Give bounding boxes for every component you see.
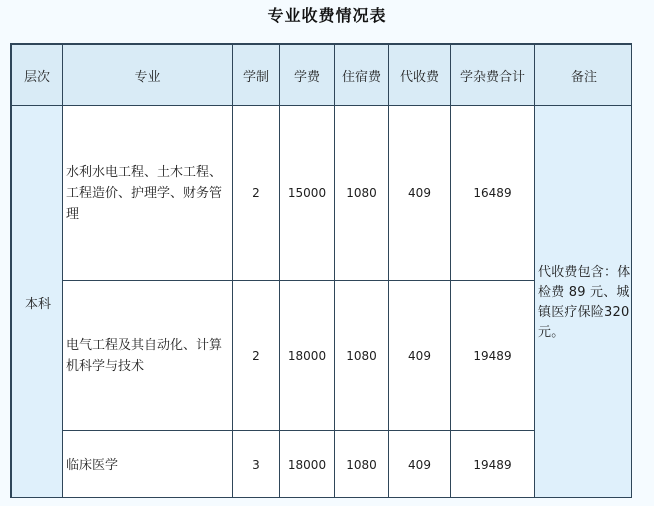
lodging-cell: 1080 xyxy=(335,431,389,499)
major-cell: 电气工程及其自动化、计算机科学与技术 xyxy=(63,281,233,431)
tuition-cell: 15000 xyxy=(280,106,335,281)
remark-cell: 代收费包含：体检费 89 元、城镇医疗保险320 元。 xyxy=(535,106,633,499)
header-collected-fees: 代收费 xyxy=(389,45,451,106)
total-fees-cell: 19489 xyxy=(451,281,535,431)
header-tuition: 学费 xyxy=(280,45,335,106)
tuition-cell: 18000 xyxy=(280,431,335,499)
page-title: 专业收费情况表 xyxy=(267,6,387,25)
header-remark: 备注 xyxy=(535,45,633,106)
level-cell: 本科 xyxy=(12,106,63,499)
lodging-cell: 1080 xyxy=(335,106,389,281)
duration-cell: 2 xyxy=(233,281,280,431)
duration-cell: 2 xyxy=(233,106,280,281)
header-level: 层次 xyxy=(12,45,63,106)
header-major: 专业 xyxy=(63,45,233,106)
header-lodging: 住宿费 xyxy=(335,45,389,106)
header-duration: 学制 xyxy=(233,45,280,106)
collected-fees-cell: 409 xyxy=(389,431,451,499)
collected-fees-cell: 409 xyxy=(389,106,451,281)
duration-cell: 3 xyxy=(233,431,280,499)
table-row xyxy=(12,106,633,281)
collected-fees-cell: 409 xyxy=(389,281,451,431)
total-fees-cell: 16489 xyxy=(451,106,535,281)
fee-table xyxy=(11,44,632,498)
header-total-fees: 学杂费合计 xyxy=(451,45,535,106)
major-cell: 临床医学 xyxy=(63,431,233,499)
lodging-cell: 1080 xyxy=(335,281,389,431)
tuition-cell: 18000 xyxy=(280,281,335,431)
total-fees-cell: 19489 xyxy=(451,431,535,499)
major-cell: 水利水电工程、土木工程、工程造价、护理学、财务管理 xyxy=(63,106,233,281)
table-header-row xyxy=(12,45,633,106)
fee-table-container xyxy=(10,43,632,498)
